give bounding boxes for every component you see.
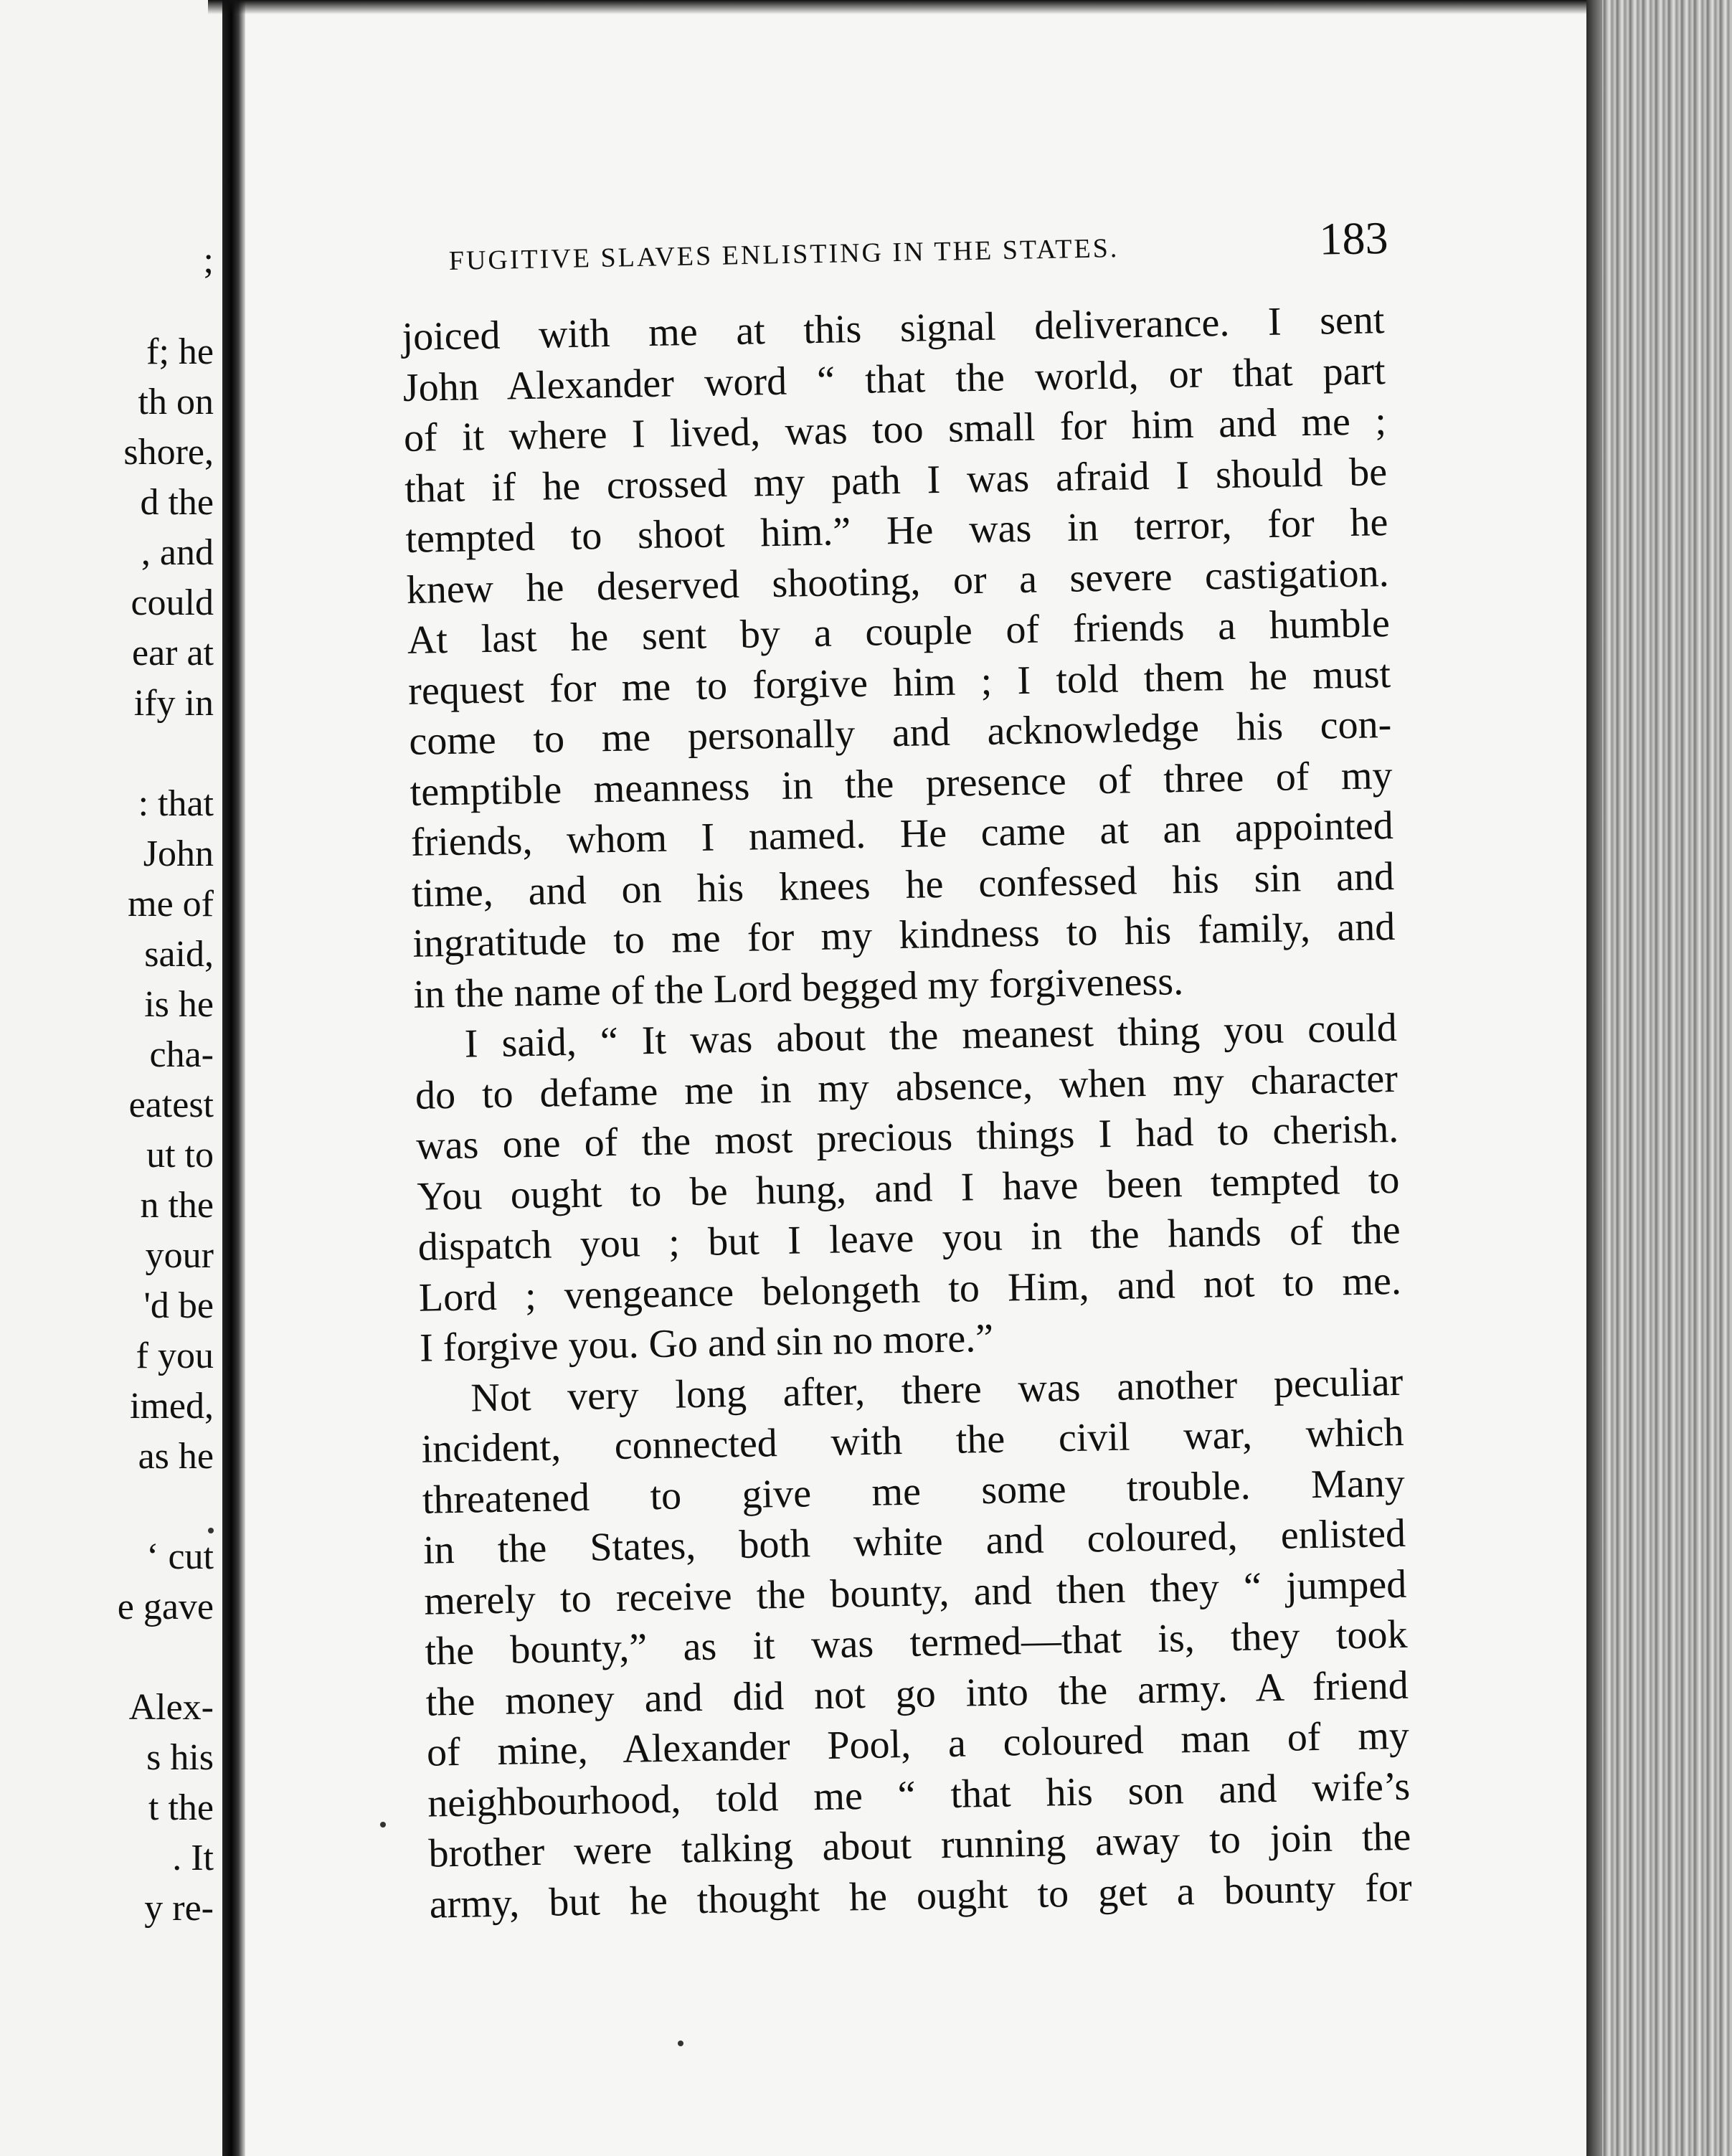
text-line: temptible meanness in the presence of three of my [410,752,1393,815]
speck [380,1822,386,1828]
left-line: John [143,833,214,874]
top-shadow [208,0,1642,14]
text-line: neighbourhood, told me “ that his son and wife’s [427,1764,1411,1826]
text-line: I forgive you. Go and sin no more.” [419,1315,994,1371]
text-line: joiced with me at this signal deliverance. I sent [402,298,1385,359]
body-text [402,295,1412,1930]
left-page [0,0,222,2156]
text-line: time, and on his knees he confessed his sin and [411,854,1395,916]
left-line: ut to [146,1135,214,1176]
left-line: : that [138,783,214,824]
left-line: ; [203,240,214,281]
text-line: that if he crossed my path I was afraid I should be [404,449,1388,511]
left-line: t the [148,1787,214,1828]
book-gutter [222,0,245,2156]
speck [678,2041,683,2046]
left-line: s his [146,1737,214,1778]
text-line: the bounty,” as it was termed—that is, they took [425,1612,1408,1674]
book-page-edges [1586,0,1732,2156]
left-line: could [131,582,214,623]
left-line: cha- [149,1034,214,1075]
left-line: your [145,1235,214,1276]
text-line: tempted to shoot him.” He was in terror, for he [404,500,1388,562]
left-line: , and [141,532,214,573]
left-line: Alex- [128,1687,214,1728]
text-line: incident, connected with the civil war, which [421,1409,1405,1472]
text-line: Lord ; vengeance belongeth to Him, and not to me. [418,1258,1402,1320]
text-line: was one of the most precious things I had to cherish. [415,1106,1399,1168]
left-line: is he [144,984,214,1025]
text-line: You ought to be hung, and I have been tempted to [416,1157,1400,1219]
text-line: in the name of the Lord begged my forgiveness. [413,958,1184,1017]
book-edge-shadow [1586,0,1602,2156]
text-line: Not very long after, there was another peculiar [470,1359,1404,1421]
left-line: n the [140,1185,214,1226]
left-line: f you [136,1335,214,1376]
text-line: I said, “ It was about the meanest thing you could [464,1005,1398,1067]
text-line: of mine, Alexander Pool, a coloured man of my [426,1713,1410,1775]
text-line: the money and did not go into the army. A friend [425,1663,1409,1725]
text-line: ingratitude to me for my kindness to his family, and [412,904,1396,966]
left-line: . It [172,1838,214,1878]
text-line: friends, whom I named. He came at an appointed [410,803,1394,865]
left-line: 'd be [143,1285,214,1326]
left-line: as he [138,1436,214,1477]
text-line: army, but he thought he ought to get a bounty for [429,1865,1413,1927]
left-line: d the [140,482,214,523]
left-line: ify in [133,683,214,724]
left-line: imed, [130,1386,214,1427]
left-line: said, [144,934,214,975]
left-line: y re- [144,1888,214,1929]
page-number: 183 [1318,212,1389,265]
text-line: merely to receive the bounty, and then they “ jumped [423,1561,1407,1624]
text-line: request for me to forgive him ; I told them he must [407,651,1391,714]
text-line: in the States, both white and coloured, enlisted [422,1510,1406,1573]
left-line: shore, [123,432,214,473]
text-line: of it where I lived, was too small for him and me ; [403,399,1387,460]
text-line: knew he deserved shooting, or a severe castigation. [406,550,1390,613]
text-line: come to me personally and acknowledge his con- [408,702,1392,764]
text-line: threatened to give me some trouble. Many [422,1460,1406,1523]
text-line: dispatch you ; but I leave you in the hands of the [417,1207,1401,1270]
text-line: At last he sent by a couple of friends a humble [407,601,1391,663]
text-line: do to defame me in my absence, when my character [415,1056,1399,1118]
left-line: me of [128,884,214,925]
left-line: ear at [131,633,214,673]
text-line: John Alexander word “ that the world, or that part [402,348,1386,410]
left-line: e gave [117,1587,214,1627]
left-line: f; he [146,331,214,372]
left-line: eatest [128,1084,214,1125]
text-line: brother were talking about running away to join the [427,1814,1411,1876]
running-head-title: FUGITIVE SLAVES ENLISTING IN THE STATES. [448,233,1120,276]
left-line: ‘ cut [146,1536,214,1577]
speck [208,1528,214,1533]
left-line: th on [138,382,214,422]
